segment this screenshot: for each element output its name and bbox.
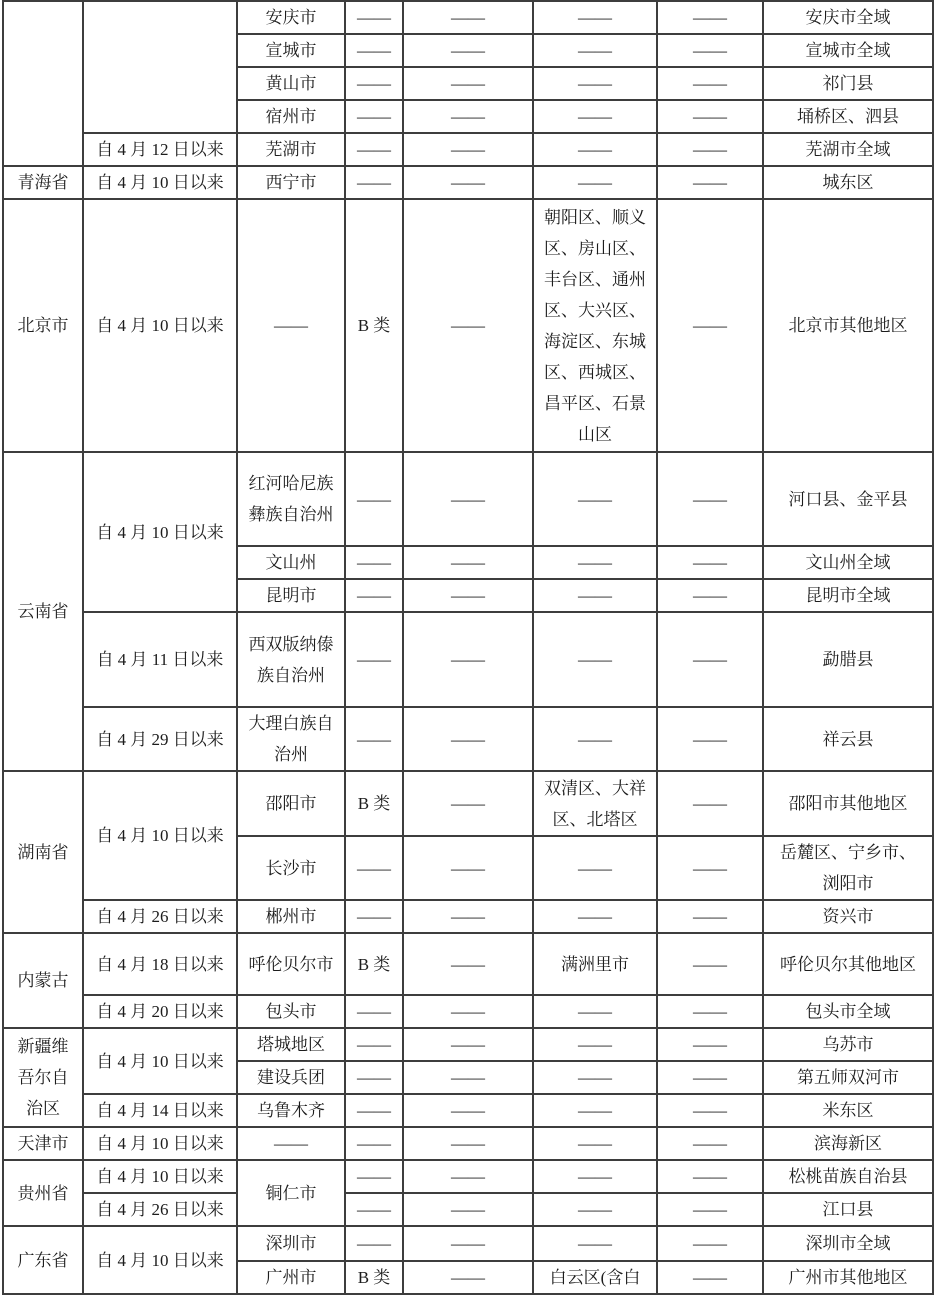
cell-spacer-1: ——: [403, 546, 533, 579]
cell-category: ——: [345, 707, 403, 771]
cell-spacer-1: ——: [403, 995, 533, 1028]
cell-region: 松桃苗族自治县: [763, 1160, 933, 1193]
cell-districts: ——: [533, 166, 657, 199]
cell-region: 昆明市全域: [763, 579, 933, 612]
cell-city: 包头市: [237, 995, 345, 1028]
cell-districts: ——: [533, 995, 657, 1028]
cell-spacer-2: ——: [657, 933, 763, 995]
cell-category: B 类: [345, 933, 403, 995]
cell-spacer-2: ——: [657, 1094, 763, 1127]
cell-spacer-1: ——: [403, 1261, 533, 1294]
cell-districts: ——: [533, 1, 657, 34]
cell-spacer-2: ——: [657, 1160, 763, 1193]
cell-city: 红河哈尼族彝族自治州: [237, 452, 345, 546]
cell-region: 江口县: [763, 1193, 933, 1226]
cell-districts: ——: [533, 546, 657, 579]
cell-districts: 双清区、大祥区、北塔区: [533, 771, 657, 836]
table-row: [3, 1127, 933, 1160]
cell-city: 芜湖市: [237, 133, 345, 166]
table-row: [3, 707, 933, 771]
cell-spacer-1: ——: [403, 1160, 533, 1193]
cell-province: [3, 1, 83, 166]
table-row: [3, 452, 933, 546]
table-row: [3, 1, 933, 34]
cell-city: 文山州: [237, 546, 345, 579]
cell-spacer-2: ——: [657, 579, 763, 612]
cell-city: 邵阳市: [237, 771, 345, 836]
cell-city: 建设兵团: [237, 1061, 345, 1094]
cell-spacer-1: ——: [403, 1193, 533, 1226]
cell-districts: ——: [533, 67, 657, 100]
cell-spacer-2: ——: [657, 546, 763, 579]
cell-districts: ——: [533, 1226, 657, 1261]
cell-spacer-2: ——: [657, 1261, 763, 1294]
cell-city: 铜仁市: [237, 1160, 345, 1226]
table-body: [3, 1, 933, 1294]
cell-spacer-2: ——: [657, 612, 763, 707]
cell-category: ——: [345, 1, 403, 34]
table-row: [3, 612, 933, 707]
cell-category: ——: [345, 1193, 403, 1226]
cell-region: 宣城市全域: [763, 34, 933, 67]
cell-region: 第五师双河市: [763, 1061, 933, 1094]
cell-spacer-2: ——: [657, 1226, 763, 1261]
cell-date-range: 自 4 月 20 日以来: [83, 995, 237, 1028]
cell-date-range: 自 4 月 10 日以来: [83, 771, 237, 900]
cell-city: 黄山市: [237, 67, 345, 100]
cell-region: 深圳市全域: [763, 1226, 933, 1261]
cell-spacer-1: ——: [403, 933, 533, 995]
cell-date-range: [83, 1, 237, 133]
cell-province: 青海省: [3, 166, 83, 199]
cell-date-range: 自 4 月 29 日以来: [83, 707, 237, 771]
cell-spacer-2: ——: [657, 900, 763, 933]
cell-province: 湖南省: [3, 771, 83, 933]
cell-region: 资兴市: [763, 900, 933, 933]
cell-category: ——: [345, 1160, 403, 1193]
cell-districts: ——: [533, 1094, 657, 1127]
cell-region: 邵阳市其他地区: [763, 771, 933, 836]
cell-spacer-2: ——: [657, 707, 763, 771]
table-row: [3, 933, 933, 995]
cell-region: 埇桥区、泗县: [763, 100, 933, 133]
cell-districts: ——: [533, 900, 657, 933]
cell-category: ——: [345, 836, 403, 900]
table-row: [3, 166, 933, 199]
cell-districts: ——: [533, 100, 657, 133]
cell-spacer-1: ——: [403, 900, 533, 933]
cell-city: 塔城地区: [237, 1028, 345, 1061]
cell-date-range: 自 4 月 18 日以来: [83, 933, 237, 995]
table-row: [3, 900, 933, 933]
cell-city: 长沙市: [237, 836, 345, 900]
cell-category: ——: [345, 1127, 403, 1160]
cell-city: 郴州市: [237, 900, 345, 933]
cell-region: 米东区: [763, 1094, 933, 1127]
cell-districts: ——: [533, 1127, 657, 1160]
cell-region: 乌苏市: [763, 1028, 933, 1061]
cell-city: ——: [237, 1127, 345, 1160]
cell-category: B 类: [345, 771, 403, 836]
cell-spacer-1: ——: [403, 579, 533, 612]
cell-spacer-2: ——: [657, 995, 763, 1028]
cell-region: 包头市全域: [763, 995, 933, 1028]
cell-spacer-2: ——: [657, 199, 763, 452]
table-row: [3, 771, 933, 836]
table-row: [3, 1028, 933, 1061]
cell-spacer-1: ——: [403, 34, 533, 67]
cell-districts: ——: [533, 1061, 657, 1094]
cell-region: 呼伦贝尔其他地区: [763, 933, 933, 995]
cell-city: 宣城市: [237, 34, 345, 67]
cell-spacer-1: ——: [403, 771, 533, 836]
table-row: [3, 1226, 933, 1261]
cell-districts: 朝阳区、顺义区、房山区、丰台区、通州区、大兴区、海淀区、东城区、西城区、昌平区、石景山区: [533, 199, 657, 452]
cell-city: 宿州市: [237, 100, 345, 133]
cell-city: 安庆市: [237, 1, 345, 34]
cell-region: 祥云县: [763, 707, 933, 771]
table-row: [3, 1094, 933, 1127]
cell-spacer-1: ——: [403, 1226, 533, 1261]
cell-spacer-2: ——: [657, 166, 763, 199]
cell-date-range: 自 4 月 10 日以来: [83, 1160, 237, 1193]
cell-spacer-2: ——: [657, 133, 763, 166]
cell-city: 深圳市: [237, 1226, 345, 1261]
cell-city: 西双版纳傣族自治州: [237, 612, 345, 707]
risk-area-table: [2, 0, 934, 1295]
cell-category: ——: [345, 452, 403, 546]
cell-districts: ——: [533, 1028, 657, 1061]
cell-category: ——: [345, 166, 403, 199]
cell-spacer-1: ——: [403, 67, 533, 100]
cell-region: 北京市其他地区: [763, 199, 933, 452]
cell-spacer-2: ——: [657, 100, 763, 133]
cell-category: ——: [345, 900, 403, 933]
cell-districts: ——: [533, 1193, 657, 1226]
cell-category: ——: [345, 100, 403, 133]
cell-date-range: 自 4 月 12 日以来: [83, 133, 237, 166]
cell-districts: 满洲里市: [533, 933, 657, 995]
cell-date-range: 自 4 月 10 日以来: [83, 1127, 237, 1160]
table-row: [3, 1160, 933, 1193]
cell-city: 昆明市: [237, 579, 345, 612]
cell-spacer-1: ——: [403, 1094, 533, 1127]
cell-province: 内蒙古: [3, 933, 83, 1028]
cell-city: 大理白族自治州: [237, 707, 345, 771]
cell-districts: ——: [533, 612, 657, 707]
cell-city: 西宁市: [237, 166, 345, 199]
cell-region: 文山州全域: [763, 546, 933, 579]
table-row: [3, 1193, 933, 1226]
cell-category: ——: [345, 1094, 403, 1127]
cell-province: 天津市: [3, 1127, 83, 1160]
cell-districts: ——: [533, 579, 657, 612]
cell-city: 呼伦贝尔市: [237, 933, 345, 995]
cell-category: B 类: [345, 1261, 403, 1294]
cell-region: 广州市其他地区: [763, 1261, 933, 1294]
cell-province: 广东省: [3, 1226, 83, 1294]
cell-districts: ——: [533, 707, 657, 771]
cell-spacer-1: ——: [403, 1127, 533, 1160]
cell-districts: ——: [533, 1160, 657, 1193]
cell-spacer-2: ——: [657, 836, 763, 900]
cell-spacer-1: ——: [403, 133, 533, 166]
cell-province: 北京市: [3, 199, 83, 452]
cell-spacer-2: ——: [657, 771, 763, 836]
cell-districts: ——: [533, 452, 657, 546]
cell-category: ——: [345, 133, 403, 166]
cell-city: 乌鲁木齐: [237, 1094, 345, 1127]
cell-category: ——: [345, 612, 403, 707]
cell-region: 安庆市全域: [763, 1, 933, 34]
cell-date-range: 自 4 月 26 日以来: [83, 1193, 237, 1226]
cell-date-range: 自 4 月 14 日以来: [83, 1094, 237, 1127]
cell-districts: ——: [533, 836, 657, 900]
cell-districts: ——: [533, 133, 657, 166]
cell-spacer-2: ——: [657, 1061, 763, 1094]
cell-region: 芜湖市全域: [763, 133, 933, 166]
cell-category: B 类: [345, 199, 403, 452]
table-row: [3, 995, 933, 1028]
cell-category: ——: [345, 1028, 403, 1061]
cell-spacer-2: ——: [657, 1193, 763, 1226]
cell-province: 新疆维吾尔自治区: [3, 1028, 83, 1127]
cell-spacer-1: ——: [403, 612, 533, 707]
cell-category: ——: [345, 1226, 403, 1261]
cell-city: ——: [237, 199, 345, 452]
cell-date-range: 自 4 月 26 日以来: [83, 900, 237, 933]
cell-spacer-2: ——: [657, 452, 763, 546]
cell-spacer-1: ——: [403, 166, 533, 199]
cell-districts: 白云区(含白: [533, 1261, 657, 1294]
cell-region: 勐腊县: [763, 612, 933, 707]
cell-region: 祁门县: [763, 67, 933, 100]
cell-spacer-1: ——: [403, 707, 533, 771]
cell-spacer-1: ——: [403, 1028, 533, 1061]
cell-districts: ——: [533, 34, 657, 67]
cell-province: 贵州省: [3, 1160, 83, 1226]
cell-region: 河口县、金平县: [763, 452, 933, 546]
table-row: [3, 133, 933, 166]
cell-category: ——: [345, 1061, 403, 1094]
cell-spacer-1: ——: [403, 199, 533, 452]
cell-category: ——: [345, 67, 403, 100]
cell-spacer-2: ——: [657, 1127, 763, 1160]
cell-date-range: 自 4 月 10 日以来: [83, 199, 237, 452]
cell-region: 岳麓区、宁乡市、浏阳市: [763, 836, 933, 900]
cell-category: ——: [345, 995, 403, 1028]
cell-spacer-1: ——: [403, 1061, 533, 1094]
cell-date-range: 自 4 月 10 日以来: [83, 452, 237, 612]
cell-region: 滨海新区: [763, 1127, 933, 1160]
cell-category: ——: [345, 546, 403, 579]
cell-spacer-2: ——: [657, 67, 763, 100]
cell-spacer-1: ——: [403, 836, 533, 900]
cell-category: ——: [345, 579, 403, 612]
cell-city: 广州市: [237, 1261, 345, 1294]
cell-date-range: 自 4 月 10 日以来: [83, 1226, 237, 1294]
cell-category: ——: [345, 34, 403, 67]
cell-province: 云南省: [3, 452, 83, 771]
cell-date-range: 自 4 月 10 日以来: [83, 1028, 237, 1094]
cell-spacer-1: ——: [403, 100, 533, 133]
cell-region: 城东区: [763, 166, 933, 199]
table-row: [3, 199, 933, 452]
cell-spacer-2: ——: [657, 1028, 763, 1061]
cell-spacer-2: ——: [657, 34, 763, 67]
cell-spacer-2: ——: [657, 1, 763, 34]
cell-spacer-1: ——: [403, 1, 533, 34]
cell-date-range: 自 4 月 10 日以来: [83, 166, 237, 199]
cell-date-range: 自 4 月 11 日以来: [83, 612, 237, 707]
cell-spacer-1: ——: [403, 452, 533, 546]
